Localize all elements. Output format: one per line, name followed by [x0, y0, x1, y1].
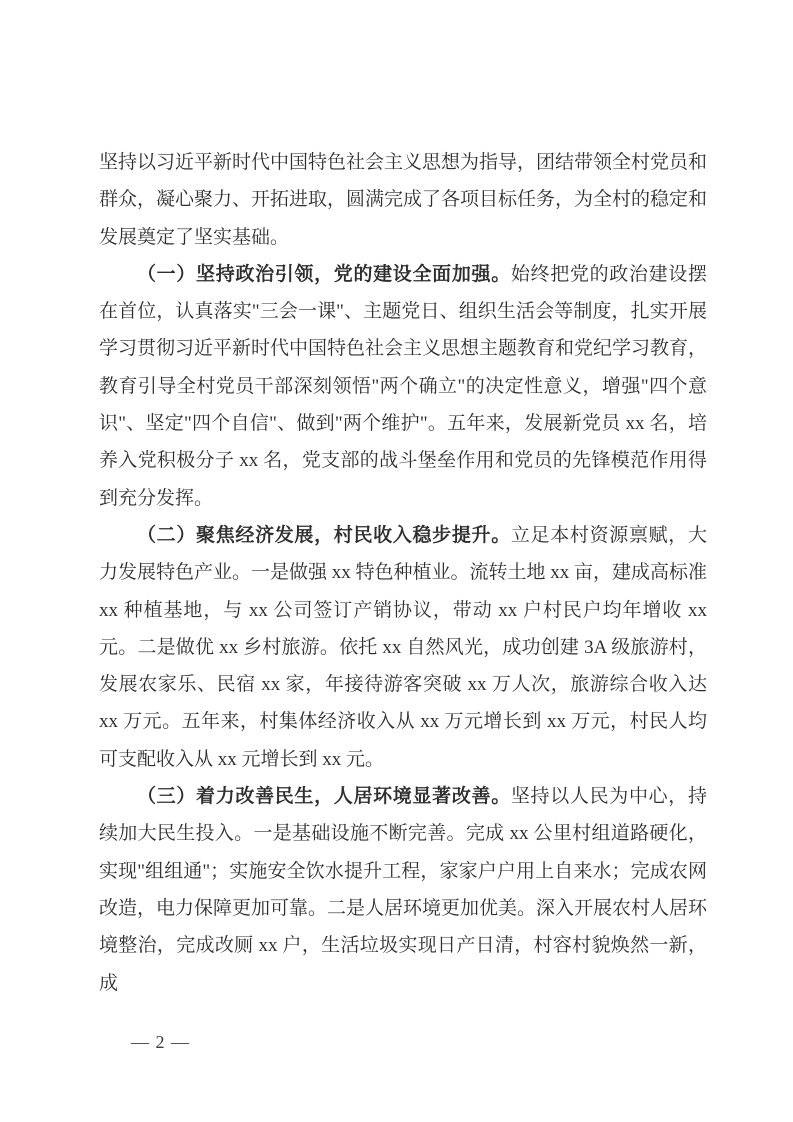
- paragraph-section-2: [99, 517, 707, 778]
- text-run: 坚持以人民为中心，持续加大民生投入。一是基础设施不断完善。完成 xx 公里村组道路硬化，实现"组组通"；实施安全饮水提升工程，家家户户用上自来水；完成农网改造，电力保障更加可靠。二是人居环境更加优美。深入开展农村人居环境整治，完成改厕 xx 户，生活垃圾实现日产日清，村容村貌焕然一新，成: [99, 786, 708, 994]
- text-run: 坚持以习近平新时代中国特色社会主义思想为指导，团结带领全村党员和群众，凝心聚力、开拓进取，圆满完成了各项目标任务，为全村的稳定和发展奠定了坚实基础。: [99, 152, 708, 248]
- text-run: 始终把党的政治建设摆在首位，认真落实"三会一课"、主题党日、组织生活会等制度，扎实开展学习贯彻习近平新时代中国特色社会主义思想主题教育和党纪学习教育，教育引导全村党员干部深刻领悟"两个确立"的决定性意义，增强"四个意识"、坚定"四个自信"、做到"两个维护"。五年来，发展新党员 xx 名，培养入党积极分子 xx 名，党支部的战斗堡垒作用和党员的先锋模范作用得到充分发挥。: [99, 263, 708, 509]
- paragraph-section-1: [99, 256, 707, 517]
- page-number: — 2 —: [131, 1032, 190, 1052]
- paragraph-section-3: [99, 778, 707, 1002]
- section-heading-run: （一）坚持政治引领，党的建设全面加强。: [137, 263, 511, 285]
- document-body: [99, 144, 707, 1002]
- paragraph-intro-continuation: [99, 144, 707, 256]
- page-footer: [131, 1030, 190, 1054]
- section-heading-run: （三）着力改善民生，人居环境显著改善。: [137, 786, 511, 808]
- section-heading-run: （二）聚焦经济发展，村民收入稳步提升。: [137, 524, 511, 546]
- text-run: 立足本村资源禀赋，大力发展特色产业。一是做强 xx 特色种植业。流转土地 xx 亩，建成高标准 xx 种植基地，与 xx 公司签订产销协议，带动 xx 户村民户均年增收 xx 元。二是做优 xx 乡村旅游。依托 xx 自然风光，成功创建 3A 级旅游村，发展农家乐、民宿 xx 家，年接待游客突破 xx 万人次，旅游综合收入达 xx 万元。五年来，村集体经济收入从 xx 万元增长到 xx 万元，村民人均可支配收入从 xx 元增长到 xx 元。: [99, 524, 708, 770]
